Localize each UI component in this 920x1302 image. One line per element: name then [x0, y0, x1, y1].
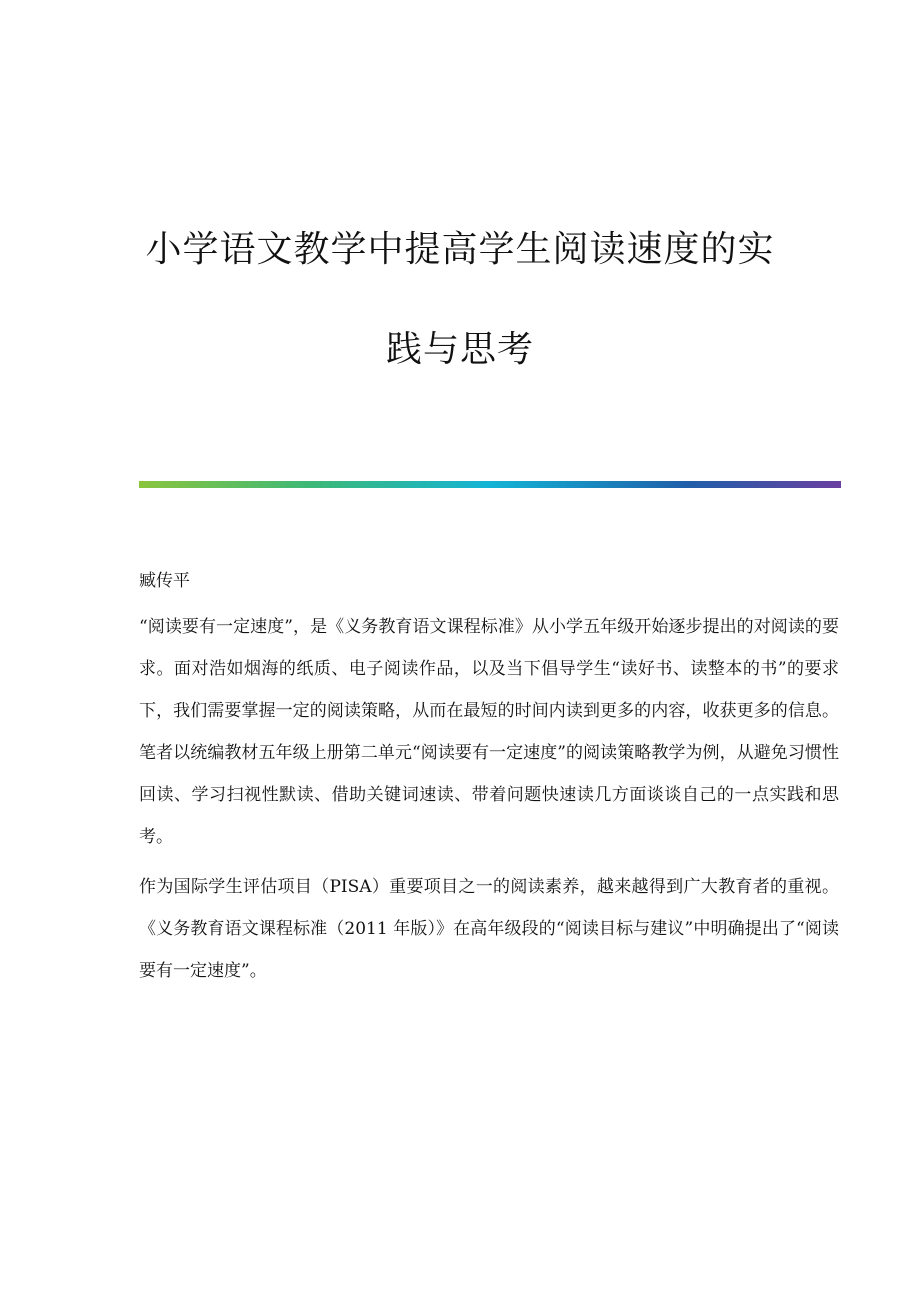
title-line-2: 践与思考 [385, 329, 534, 370]
author-name: 臧传平 [139, 571, 190, 591]
document-title [0, 200, 920, 400]
document-body [139, 560, 839, 1000]
title-divider [139, 481, 841, 488]
paragraph-1: “阅读要有一定速度”，是《义务教育语文课程标准》从小学五年级开始逐步提出的对阅读的要求。面对浩如烟海的纸质、电子阅读作品，以及当下倡导学生“读好书、读整本的书”的要求下，我们需要掌握一定的阅读策略，从而在最短的时间内读到更多的内容，收获更多的信息。笔者以统编教材五年级上册第二单元“阅读要有一定速度”的阅读策略教学为例，从避免习惯性回读、学习扫视性默读、借助关键词速读、带着问题快速读几方面谈谈自己的一点实践和思考。 [139, 617, 839, 847]
title-line-1: 小学语文教学中提高学生阅读速度的实 [145, 229, 775, 270]
paragraph-2: 作为国际学生评估项目（PISA）重要项目之一的阅读素养，越来越得到广大教育者的重视。《义务教育语文课程标准（2011 年版）》在高年级段的“阅读目标与建议”中明确提出了“阅读要有一定速度”。 [139, 877, 839, 981]
